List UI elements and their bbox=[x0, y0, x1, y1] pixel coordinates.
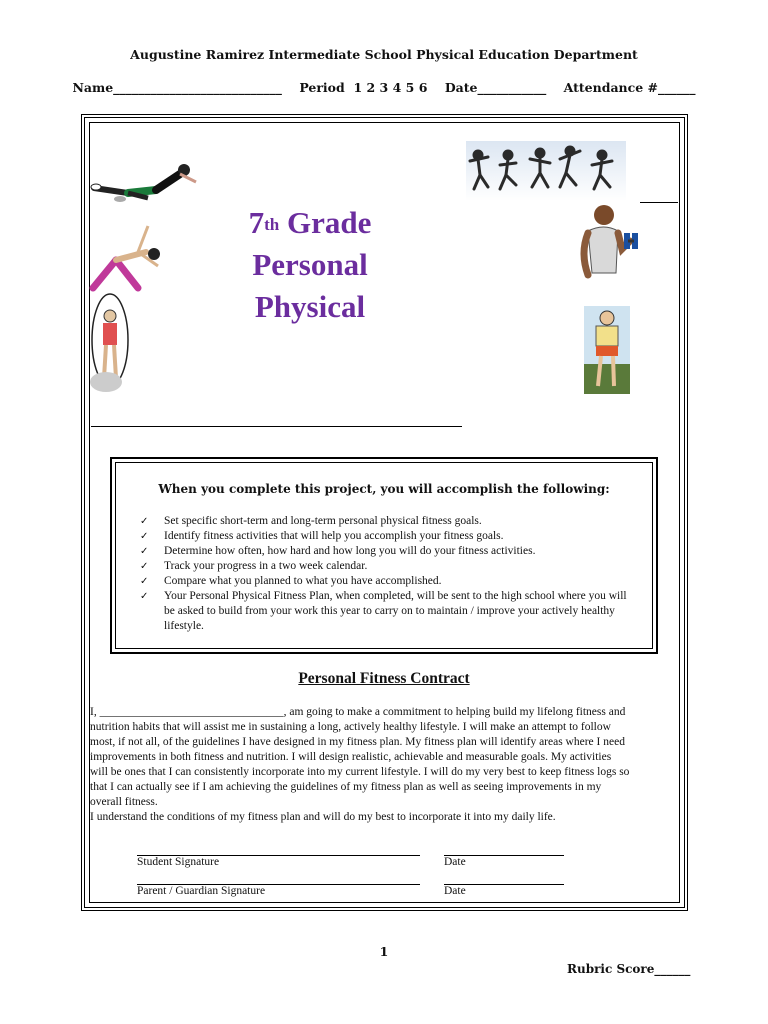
checkmark-icon: ✓ bbox=[140, 531, 149, 542]
grade-title: 7th Grade bbox=[248, 205, 372, 240]
parent-date-label: Date bbox=[444, 885, 466, 897]
list-item: ✓ Track your progress in a two week calendar. bbox=[140, 560, 368, 572]
department-header: Augustine Ramirez Intermediate School Physical Education Department bbox=[130, 47, 638, 62]
stretch-figure-icon bbox=[88, 222, 168, 294]
objectives-heading: When you complete this project, you will accomplish the following: bbox=[158, 482, 610, 496]
list-item: ✓ Set specific short-term and long-term personal physical fitness goals. bbox=[140, 515, 482, 527]
title-underline bbox=[91, 426, 462, 427]
contract-text bbox=[90, 705, 630, 825]
list-item: ✓ Determine how often, how hard and how long you will do your fitness activities. bbox=[140, 545, 536, 557]
checkmark-icon: ✓ bbox=[140, 561, 149, 572]
top-right-blank-line bbox=[640, 202, 678, 203]
athlete-silhouettes-icon bbox=[466, 141, 626, 201]
list-item: ✓ Identify fitness activities that will help you accomplish your fitness goals. bbox=[140, 530, 504, 542]
student-date-label: Date bbox=[444, 856, 466, 868]
title-physical: Physical bbox=[254, 289, 366, 324]
objectives-list bbox=[140, 514, 640, 634]
objectives-box bbox=[110, 457, 658, 654]
runner-figure-icon bbox=[584, 306, 630, 394]
student-info-line: Name___________________________ Period 1 2 3 4 5 6 Date___________ Attendance #______ bbox=[72, 80, 696, 95]
list-item: ✓ Compare what you planned to what you have accomplished. bbox=[140, 575, 442, 587]
jump-rope-figure-icon bbox=[88, 290, 133, 398]
checkmark-icon: ✓ bbox=[140, 516, 149, 527]
contract-agreement: I understand the conditions of my fitness plan and will do my best to incorporate it into my daily life. bbox=[90, 811, 556, 823]
name-blank[interactable]: ________________________________ bbox=[99, 706, 284, 718]
parent-signature-label: Parent / Guardian Signature bbox=[137, 885, 266, 897]
list-item: ✓ Your Personal Physical Fitness Plan, when completed, will be sent to the high school where you will be asked to build from your work this year to carry on to maintain / improve your actively healthy lifestyle. bbox=[140, 590, 627, 632]
student-signature-label: Student Signature bbox=[137, 856, 220, 868]
weightlifter-figure-icon bbox=[578, 203, 640, 289]
contract-paragraph: I, ________________________________, am going to make a commitment to helping build my lifelong fitness and nutrition habits that will assist me in sustaining a long, actively healthy lifestyle. I will make an attempt to follow most, if not all, of the guidelines I have designed in my fitness plan. My fitness plan will identify areas where I need improvements in both fitness and nutrition. I will design realistic, achievable and measurable goals. My activities will be ones that I can consistently incorporate into my current lifestyle. I will do my very best to keep fitness logs so that I can actually see if I am achieving the guidelines of my fitness plan as well as seeing improvements in my overall fitness. bbox=[90, 706, 630, 808]
page-number: 1 bbox=[379, 944, 389, 959]
rubric-score: Rubric Score______ bbox=[567, 962, 691, 976]
contract-title: Personal Fitness Contract bbox=[298, 670, 470, 687]
title-personal: Personal bbox=[252, 247, 368, 282]
checkmark-icon: ✓ bbox=[140, 591, 149, 602]
situp-figure-icon bbox=[88, 160, 203, 205]
checkmark-icon: ✓ bbox=[140, 576, 149, 587]
checkmark-icon: ✓ bbox=[140, 546, 149, 557]
